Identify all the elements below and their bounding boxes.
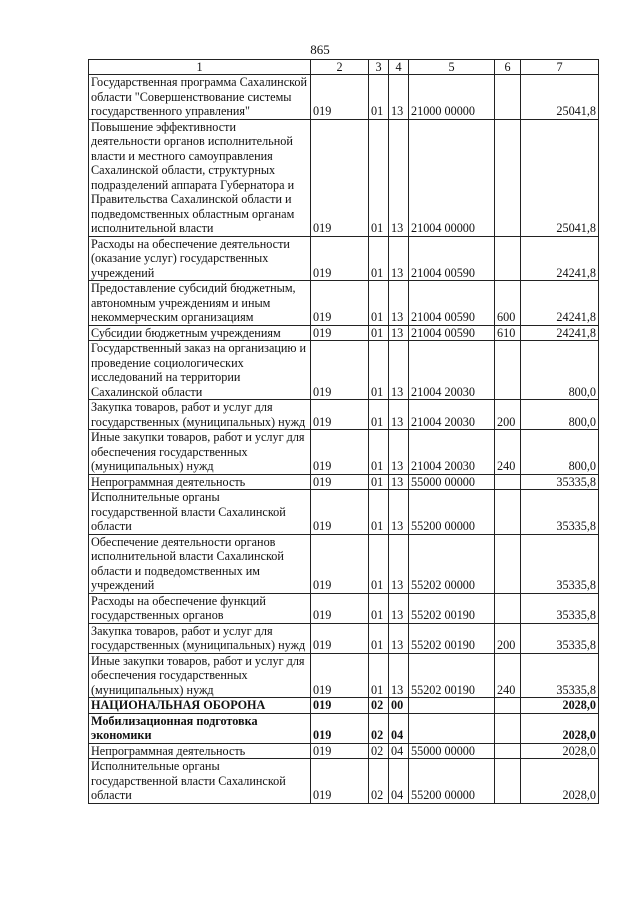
ministry-code: 019 <box>311 759 369 804</box>
item-name: Исполнительные органы государственной власти Сахалинской области <box>89 759 311 804</box>
budget-table <box>88 59 599 804</box>
table-row <box>89 281 599 326</box>
table-body <box>89 75 599 804</box>
subsection-code: 13 <box>389 430 409 475</box>
target-article-code: 21004 00590 <box>409 281 495 326</box>
item-name: Расходы на обеспечение функций государственных органов <box>89 593 311 623</box>
ministry-code: 019 <box>311 743 369 759</box>
amount: 35335,8 <box>521 534 599 593</box>
ministry-code: 019 <box>311 490 369 535</box>
page-number: 865 <box>310 42 330 57</box>
subsection-code: 13 <box>389 281 409 326</box>
subsection-code: 04 <box>389 759 409 804</box>
target-article-code: 55202 00000 <box>409 534 495 593</box>
expense-type-code <box>495 236 521 281</box>
amount: 35335,8 <box>521 623 599 653</box>
expense-type-code: 240 <box>495 430 521 475</box>
ministry-code: 019 <box>311 653 369 698</box>
table-row <box>89 325 599 341</box>
table-row <box>89 75 599 120</box>
item-name: НАЦИОНАЛЬНАЯ ОБОРОНА <box>89 698 311 714</box>
table-row <box>89 341 599 400</box>
item-name: Субсидии бюджетным учреждениям <box>89 325 311 341</box>
target-article-code <box>409 698 495 714</box>
table-row <box>89 534 599 593</box>
amount: 24241,8 <box>521 236 599 281</box>
amount: 35335,8 <box>521 653 599 698</box>
target-article-code: 55000 00000 <box>409 474 495 490</box>
target-article-code: 21004 00590 <box>409 236 495 281</box>
subsection-code: 13 <box>389 593 409 623</box>
item-name: Иные закупки товаров, работ и услуг для обеспечения государственных (муниципальных) нужд <box>89 430 311 475</box>
expense-type-code <box>495 698 521 714</box>
section-code: 02 <box>369 713 389 743</box>
table-row <box>89 698 599 714</box>
section-code: 01 <box>369 325 389 341</box>
subsection-code: 13 <box>389 75 409 120</box>
section-code: 02 <box>369 759 389 804</box>
target-article-code: 21004 00590 <box>409 325 495 341</box>
table-row <box>89 593 599 623</box>
section-code: 01 <box>369 236 389 281</box>
ministry-code: 019 <box>311 119 369 236</box>
table-row <box>89 490 599 535</box>
expense-type-code <box>495 75 521 120</box>
item-name: Государственный заказ на организацию и проведение социологических исследований на территории Сахалинской области <box>89 341 311 400</box>
amount: 25041,8 <box>521 75 599 120</box>
section-code: 01 <box>369 75 389 120</box>
target-article-code: 21004 20030 <box>409 341 495 400</box>
section-code: 01 <box>369 281 389 326</box>
target-article-code: 55000 00000 <box>409 743 495 759</box>
expense-type-code <box>495 743 521 759</box>
expense-type-code <box>495 593 521 623</box>
section-code: 01 <box>369 119 389 236</box>
amount: 2028,0 <box>521 759 599 804</box>
amount: 2028,0 <box>521 698 599 714</box>
column-header: 5 <box>409 60 495 75</box>
column-header: 2 <box>311 60 369 75</box>
table-row <box>89 759 599 804</box>
ministry-code: 019 <box>311 400 369 430</box>
subsection-code: 13 <box>389 474 409 490</box>
item-name: Повышение эффективности деятельности органов исполнительной власти и местного самоуправления Сахалинской области, структурных подразделений аппарата Губернатора и Правительства Сахалинской области и подведомственных областным органам исполнительной власти <box>89 119 311 236</box>
subsection-code: 13 <box>389 400 409 430</box>
target-article-code <box>409 713 495 743</box>
target-article-code: 21004 00000 <box>409 119 495 236</box>
item-name: Расходы на обеспечение деятельности (оказание услуг) государственных учреждений <box>89 236 311 281</box>
column-header: 6 <box>495 60 521 75</box>
section-code: 01 <box>369 430 389 475</box>
target-article-code: 55202 00190 <box>409 623 495 653</box>
expense-type-code: 610 <box>495 325 521 341</box>
expense-type-code <box>495 534 521 593</box>
section-code: 01 <box>369 593 389 623</box>
section-code: 01 <box>369 341 389 400</box>
ministry-code: 019 <box>311 236 369 281</box>
subsection-code: 04 <box>389 713 409 743</box>
subsection-code: 13 <box>389 236 409 281</box>
amount: 35335,8 <box>521 474 599 490</box>
subsection-code: 04 <box>389 743 409 759</box>
amount: 35335,8 <box>521 593 599 623</box>
subsection-code: 13 <box>389 119 409 236</box>
table-row <box>89 236 599 281</box>
item-name: Исполнительные органы государственной власти Сахалинской области <box>89 490 311 535</box>
section-code: 01 <box>369 474 389 490</box>
amount: 800,0 <box>521 341 599 400</box>
table-row <box>89 713 599 743</box>
table-row <box>89 474 599 490</box>
section-code: 01 <box>369 623 389 653</box>
item-name: Закупка товаров, работ и услуг для государственных (муниципальных) нужд <box>89 623 311 653</box>
item-name: Непрограммная деятельность <box>89 743 311 759</box>
item-name: Непрограммная деятельность <box>89 474 311 490</box>
ministry-code: 019 <box>311 623 369 653</box>
header-row <box>89 60 599 75</box>
target-article-code: 55200 00000 <box>409 490 495 535</box>
expense-type-code <box>495 119 521 236</box>
ministry-code: 019 <box>311 430 369 475</box>
expense-type-code <box>495 490 521 535</box>
expense-type-code: 600 <box>495 281 521 326</box>
column-header: 1 <box>89 60 311 75</box>
ministry-code: 019 <box>311 341 369 400</box>
item-name: Закупка товаров, работ и услуг для государственных (муниципальных) нужд <box>89 400 311 430</box>
subsection-code: 13 <box>389 653 409 698</box>
target-article-code: 21000 00000 <box>409 75 495 120</box>
ministry-code: 019 <box>311 281 369 326</box>
section-code: 02 <box>369 743 389 759</box>
section-code: 01 <box>369 400 389 430</box>
ministry-code: 019 <box>311 534 369 593</box>
item-name: Государственная программа Сахалинской области "Совершенствование системы государственного управления" <box>89 75 311 120</box>
table-row <box>89 743 599 759</box>
ministry-code: 019 <box>311 713 369 743</box>
subsection-code: 13 <box>389 325 409 341</box>
table-row <box>89 400 599 430</box>
expense-type-code <box>495 759 521 804</box>
ministry-code: 019 <box>311 593 369 623</box>
section-code: 01 <box>369 534 389 593</box>
amount: 2028,0 <box>521 743 599 759</box>
target-article-code: 55202 00190 <box>409 653 495 698</box>
table-row <box>89 653 599 698</box>
target-article-code: 55200 00000 <box>409 759 495 804</box>
expense-type-code: 200 <box>495 400 521 430</box>
target-article-code: 55202 00190 <box>409 593 495 623</box>
item-name: Мобилизационная подготовка экономики <box>89 713 311 743</box>
expense-type-code: 200 <box>495 623 521 653</box>
amount: 24241,8 <box>521 325 599 341</box>
table-row <box>89 623 599 653</box>
item-name: Иные закупки товаров, работ и услуг для обеспечения государственных (муниципальных) нужд <box>89 653 311 698</box>
ministry-code: 019 <box>311 698 369 714</box>
expense-type-code: 240 <box>495 653 521 698</box>
expense-type-code <box>495 713 521 743</box>
target-article-code: 21004 20030 <box>409 400 495 430</box>
table-row <box>89 119 599 236</box>
amount: 35335,8 <box>521 490 599 535</box>
subsection-code: 13 <box>389 623 409 653</box>
amount: 800,0 <box>521 400 599 430</box>
amount: 2028,0 <box>521 713 599 743</box>
subsection-code: 13 <box>389 341 409 400</box>
expense-type-code <box>495 341 521 400</box>
subsection-code: 13 <box>389 534 409 593</box>
section-code: 01 <box>369 653 389 698</box>
table-row <box>89 430 599 475</box>
ministry-code: 019 <box>311 474 369 490</box>
amount: 25041,8 <box>521 119 599 236</box>
ministry-code: 019 <box>311 325 369 341</box>
subsection-code: 00 <box>389 698 409 714</box>
section-code: 02 <box>369 698 389 714</box>
subsection-code: 13 <box>389 490 409 535</box>
column-header: 4 <box>389 60 409 75</box>
amount: 24241,8 <box>521 281 599 326</box>
amount: 800,0 <box>521 430 599 475</box>
column-header: 3 <box>369 60 389 75</box>
column-header: 7 <box>521 60 599 75</box>
expense-type-code <box>495 474 521 490</box>
section-code: 01 <box>369 490 389 535</box>
item-name: Обеспечение деятельности органов исполнительной власти Сахалинской области и подведомственных им учреждений <box>89 534 311 593</box>
item-name: Предоставление субсидий бюджетным, автономным учреждениям и иным некоммерческим организациям <box>89 281 311 326</box>
ministry-code: 019 <box>311 75 369 120</box>
target-article-code: 21004 20030 <box>409 430 495 475</box>
